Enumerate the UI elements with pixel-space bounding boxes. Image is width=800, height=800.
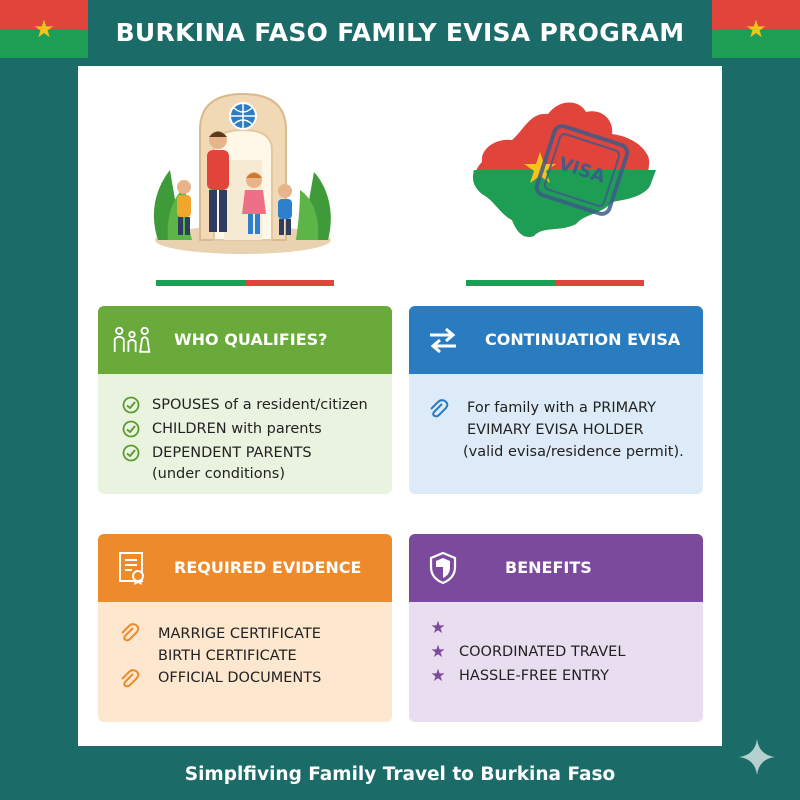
paperclip-icon <box>427 398 449 424</box>
star-icon: ★ <box>430 666 446 686</box>
continuation-evisa-card <box>409 306 703 494</box>
check-icon <box>120 444 142 462</box>
star-icon: ★ <box>430 618 446 638</box>
continuation-line-2: EVIMARY EVISA HOLDER <box>467 422 644 438</box>
benefits-title: BENEFITS <box>505 558 592 577</box>
page-title: BURKINA FASO FAMILY EVISA PROGRAM <box>115 18 685 47</box>
shield-icon <box>423 550 463 586</box>
flag-divider-left <box>156 280 334 286</box>
evidence-item: BIRTH CERTIFICATE <box>158 648 297 664</box>
check-icon <box>120 396 142 414</box>
list-item <box>427 618 459 638</box>
flag-star-icon: ★ <box>745 15 767 43</box>
continuation-line-3: (valid evisa/residence permit). <box>463 444 684 460</box>
content-panel <box>78 66 722 746</box>
list-item: ★ COORDINATED TRAVEL <box>427 642 625 662</box>
benefits-card <box>409 534 703 722</box>
evidence-item: MARRIGE CERTIFICATE <box>158 626 321 642</box>
paperclip-icon <box>118 622 140 648</box>
flag-star-icon: ★ <box>33 15 55 43</box>
continuation-evisa-title: CONTINUATION EVISA <box>485 330 681 349</box>
list-item: CHILDREN with parents <box>120 420 322 438</box>
paperclip-icon <box>118 668 140 694</box>
who-qualifies-card <box>98 306 392 494</box>
family-icon <box>112 322 152 358</box>
footer-tagline: Simplfiving Family Travel to Burkina Faso <box>184 764 616 785</box>
who-qualifies-title: WHO QUALIFIES? <box>174 330 328 349</box>
certificate-icon <box>112 550 152 586</box>
list-item: SPOUSES of a resident/citizen <box>120 396 368 414</box>
evidence-item: OFFICIAL DOCUMENTS <box>158 670 322 686</box>
qualifies-note: (under conditions) <box>152 466 285 482</box>
required-evidence-card <box>98 534 392 722</box>
flag-divider-right <box>466 280 644 286</box>
list-item: DEPENDENT PARENTS <box>120 444 312 462</box>
list-item: ★ HASSLE-FREE ENTRY <box>427 666 609 686</box>
required-evidence-title: REQUIRED EVIDENCE <box>174 558 362 577</box>
check-icon <box>120 420 142 438</box>
swap-arrows-icon <box>423 322 463 358</box>
visa-stamp-text: VISA <box>555 153 608 188</box>
sparkle-icon <box>738 738 776 776</box>
continuation-line-1: For family with a PRIMARY <box>467 400 657 416</box>
family-illustration <box>148 90 338 260</box>
burkina-map-illustration <box>452 90 672 250</box>
star-icon: ★ <box>430 642 446 662</box>
